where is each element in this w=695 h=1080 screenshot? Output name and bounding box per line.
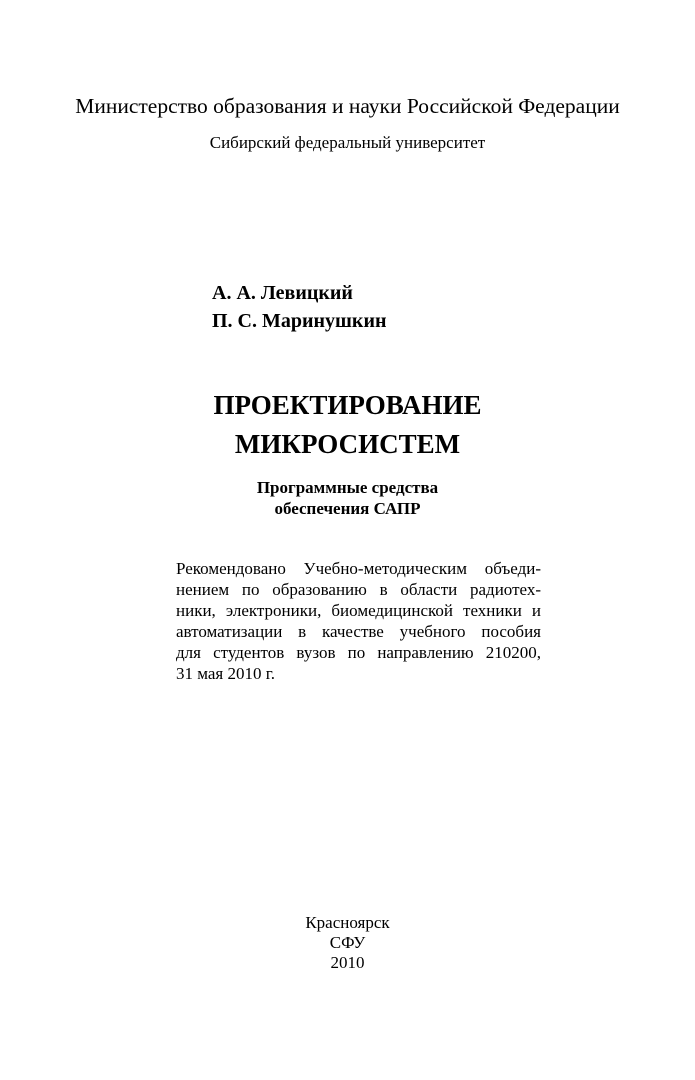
recommendation-line: ники, электроники, биомедицинской техники и (176, 601, 541, 620)
book-subtitle (0, 477, 695, 519)
book-subtitle-line: обеспечения САПР (274, 499, 421, 518)
recommendation-line: Рекомендовано Учебно-методическим объеди- (176, 559, 541, 578)
recommendation-line: нением по образованию в области радиотех- (176, 580, 541, 599)
recommendation-line: автоматизации в качестве учебного пособия (176, 622, 541, 641)
authors-block (212, 279, 387, 335)
book-title-line: ПРОЕКТИРОВАНИЕ (213, 390, 482, 420)
recommendation-line: для студентов вузов по направлению 210200, (176, 643, 541, 662)
book-subtitle-line: Программные средства (256, 478, 439, 497)
imprint-city: Красноярск (305, 913, 390, 932)
author-name: П. С. Маринушкин (212, 310, 387, 332)
imprint-block (0, 913, 695, 973)
university-heading: Сибирский федеральный университет (209, 133, 486, 152)
imprint-publisher: СФУ (329, 933, 366, 952)
imprint-year: 2010 (330, 953, 365, 972)
recommendation-line: 31 мая 2010 г. (176, 664, 276, 683)
book-title-line: МИКРОСИСТЕМ (234, 429, 461, 459)
recommendation-paragraph (176, 558, 541, 684)
author-name: А. А. Левицкий (212, 282, 353, 304)
book-title (0, 386, 695, 464)
ministry-heading: Министерство образования и науки Российской Федерации (75, 94, 620, 118)
